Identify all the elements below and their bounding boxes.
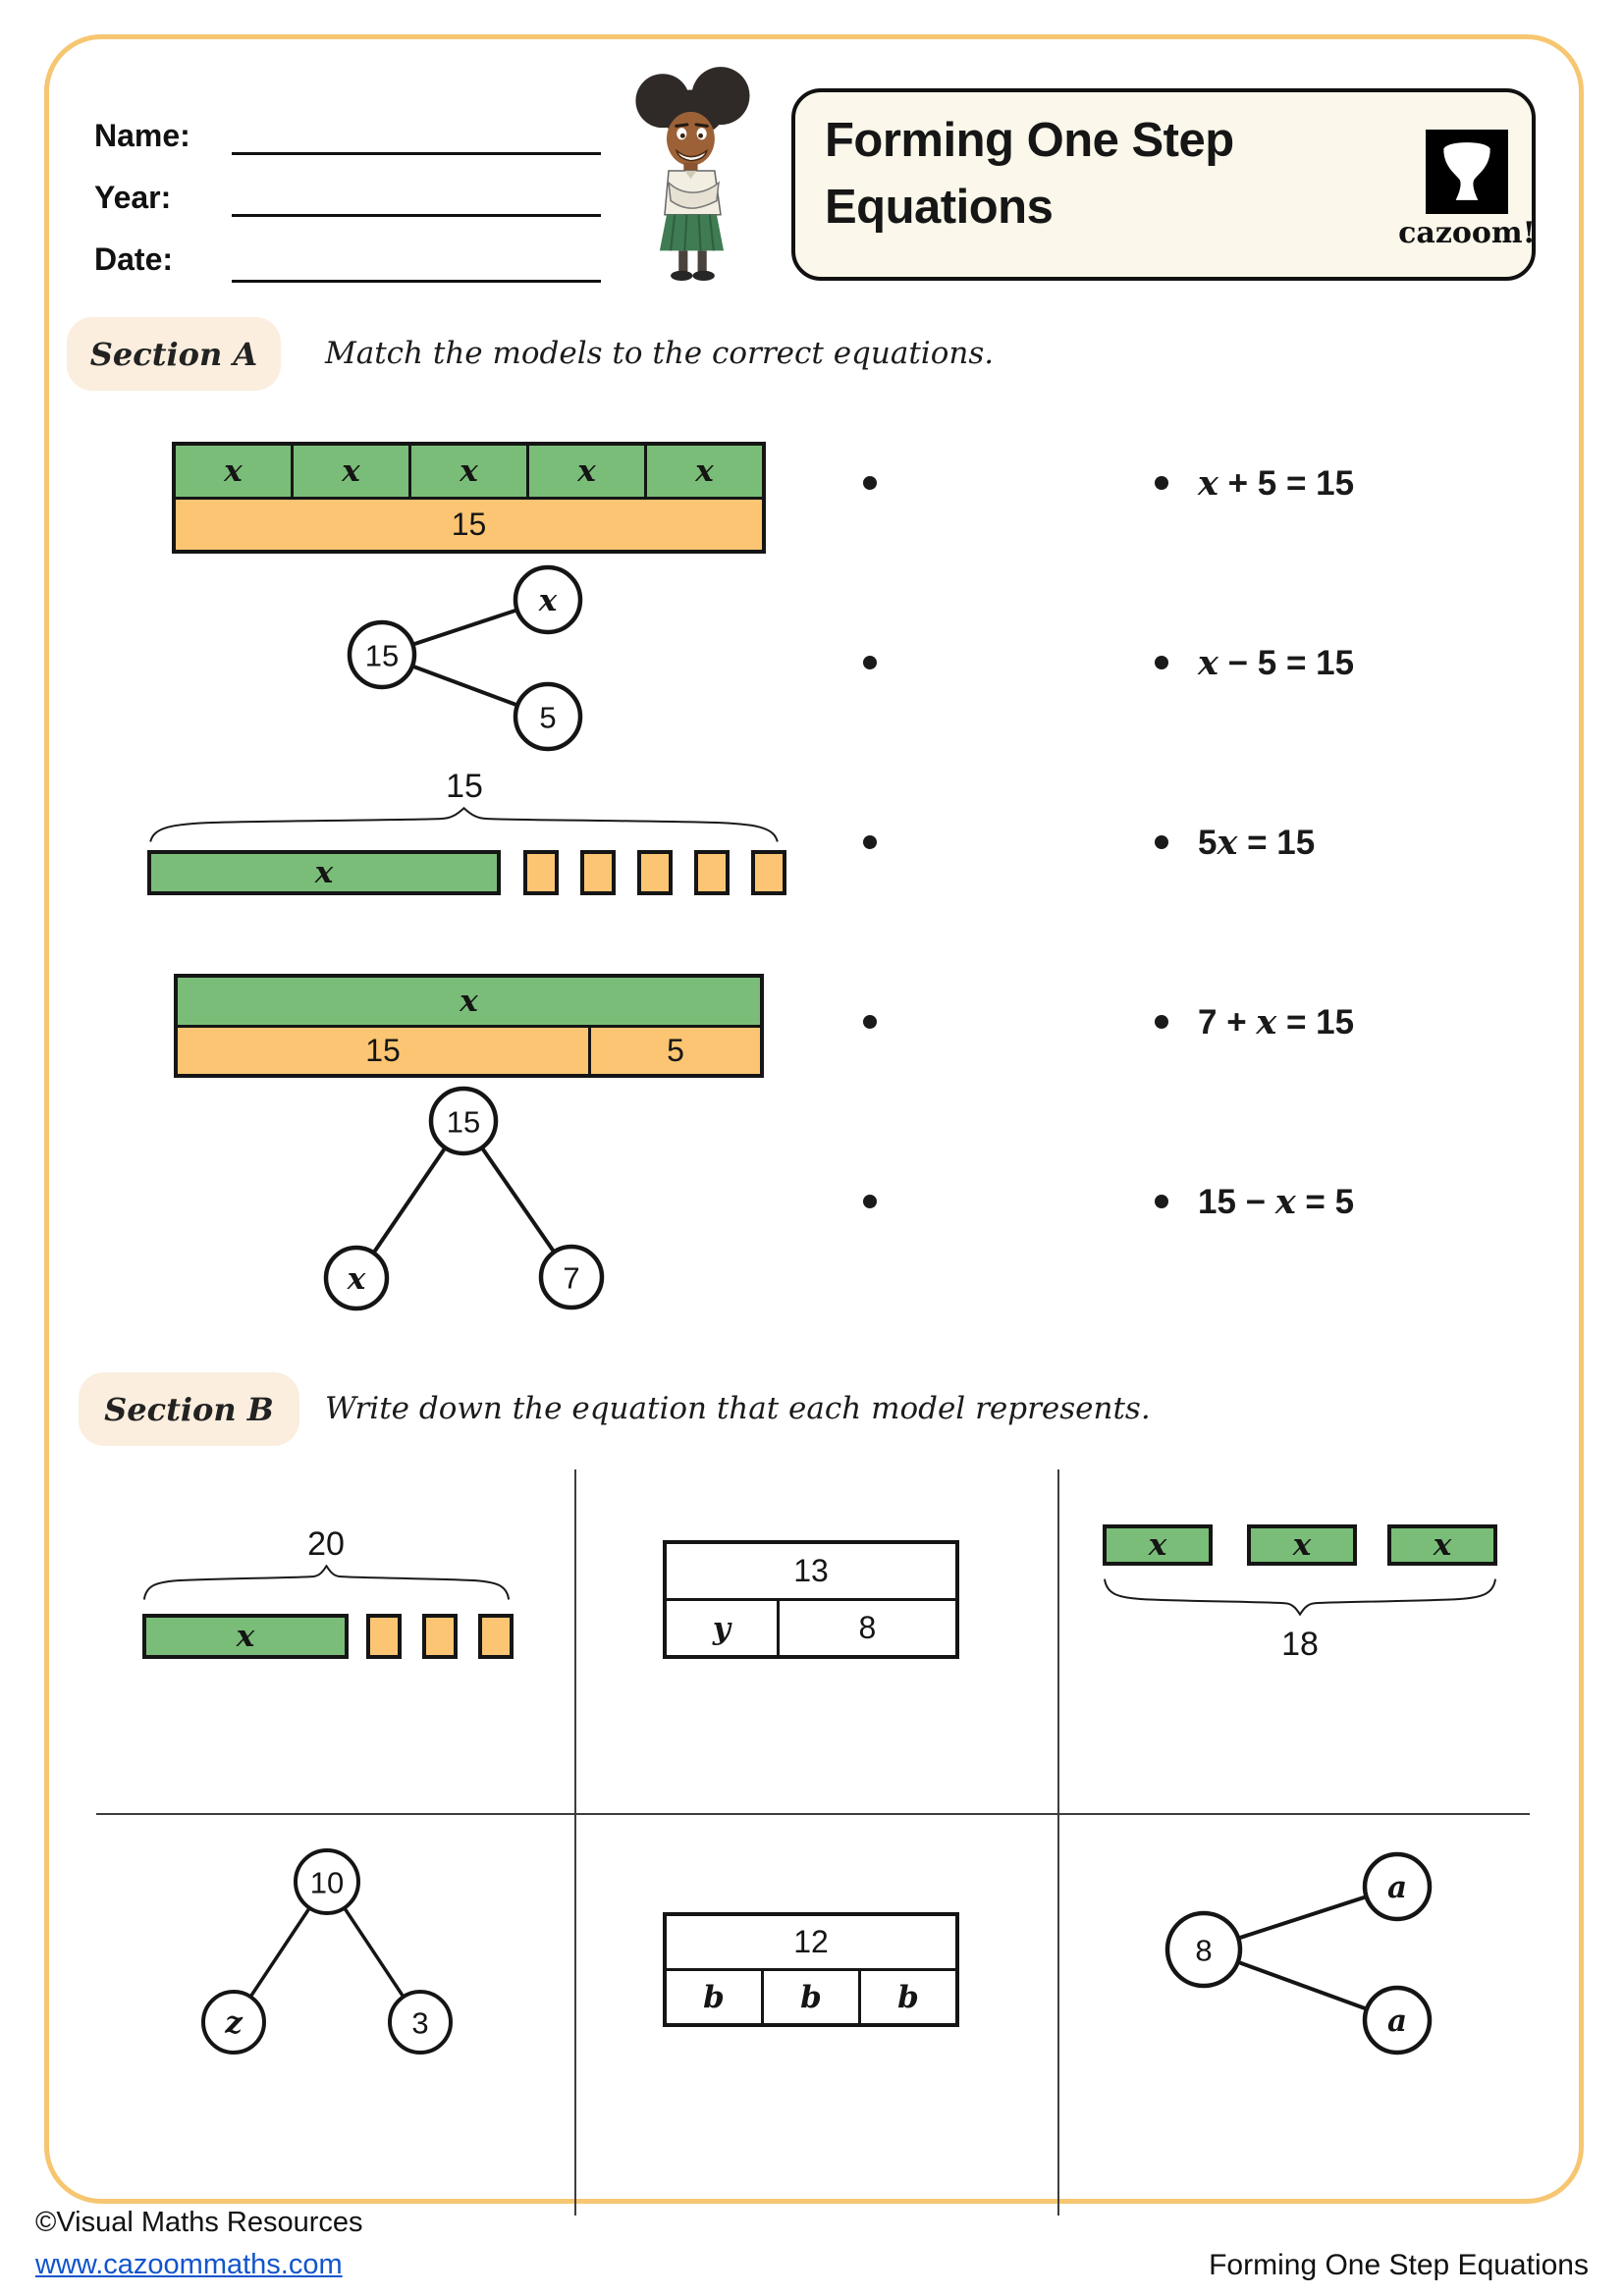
equation-literal: 5 [1198, 823, 1218, 862]
title-line-1: Forming One Step [825, 114, 1234, 167]
model-bar-5x-bottom-row [176, 497, 762, 551]
match-dot-model-3[interactable] [863, 835, 877, 849]
section-b-label: Section B [79, 1372, 299, 1446]
title-box [791, 88, 1536, 281]
part-node: 3 [411, 2005, 429, 2041]
match-dot-equation-2[interactable] [1155, 656, 1168, 669]
equation-text [1198, 823, 1315, 863]
section-b-instruction: Write down the equation that each model represents. [325, 1391, 1151, 1426]
part-cell: 15 [178, 1028, 588, 1075]
match-dot-model-5[interactable] [863, 1195, 877, 1208]
unit-square [580, 850, 616, 895]
x-cell: x [176, 446, 291, 497]
model-tree-15 [295, 1075, 628, 1330]
x-bar [142, 1614, 349, 1659]
part-node: a [1386, 1870, 1408, 1905]
x-box-label: x [1148, 1527, 1167, 1563]
website-link[interactable]: www.cazoommaths.com [35, 2249, 343, 2280]
model-bar-12-bottom-row [667, 1968, 955, 2023]
unit-square [523, 850, 559, 895]
grid-divider-vertical-2 [1057, 1469, 1059, 2216]
x-cell: x [178, 978, 760, 1025]
worksheet-title [825, 108, 1234, 240]
equation-literal: = 15 [1276, 1002, 1355, 1041]
model-bar-5x-top-row [176, 446, 762, 497]
match-dot-model-2[interactable] [863, 656, 877, 669]
equation-variable: x [1198, 462, 1218, 504]
match-dot-model-4[interactable] [863, 1015, 877, 1029]
name-input-line[interactable] [232, 152, 601, 155]
model-network-15 [334, 550, 609, 775]
model-bar-x-top [174, 974, 764, 1078]
part-node: 5 [539, 700, 557, 735]
x-box-label: x [1433, 1527, 1452, 1563]
equation-text [1198, 1182, 1354, 1222]
part-node: x [538, 583, 558, 618]
equation-text [1198, 463, 1354, 504]
equation-row [1155, 457, 1354, 508]
x-cell: x [408, 446, 526, 497]
model-bar-13 [663, 1540, 959, 1659]
cazoom-logo [1388, 130, 1545, 250]
total-cell: 12 [793, 1924, 829, 1959]
title-line-2: Equations [825, 180, 1054, 234]
total-cell: 15 [176, 500, 762, 551]
unit-square [694, 850, 730, 895]
equation-row [1155, 1176, 1354, 1227]
total-cell: 13 [793, 1553, 829, 1588]
model-bar-12 [663, 1912, 959, 2027]
curly-brace-down [1103, 1576, 1497, 1616]
equation-variable: x [1256, 1001, 1277, 1042]
model-bar-12-top-row [667, 1916, 955, 1968]
match-dot-equation-1[interactable] [1155, 476, 1168, 490]
match-dot-model-1[interactable] [863, 476, 877, 490]
var-cell: y [712, 1610, 731, 1646]
x-bar-label: x [236, 1619, 255, 1654]
section-a-label: Section A [67, 317, 281, 391]
footer-doc-title: Forming One Step Equations [1209, 2249, 1589, 2281]
model-bar-13-bottom-row [667, 1598, 955, 1655]
equation-text [1198, 643, 1354, 683]
unit-square [422, 1614, 458, 1659]
grid-divider-horizontal [96, 1813, 1530, 1815]
equation-literal: 15 − [1198, 1182, 1275, 1221]
section-a-instruction: Match the models to the correct equations. [325, 336, 995, 371]
whole-node: 10 [309, 1865, 345, 1900]
match-dot-equation-3[interactable] [1155, 835, 1168, 849]
x-bar [147, 850, 501, 895]
cartoon-girl-icon [626, 63, 762, 283]
x-cell: x [644, 446, 762, 497]
part-node: a [1386, 2003, 1408, 2039]
x-cell: x [291, 446, 408, 497]
equation-variable: x [1217, 822, 1238, 863]
equation-variable: x [1198, 642, 1218, 683]
drum-icon [1426, 130, 1508, 214]
unit-square [637, 850, 673, 895]
date-input-line[interactable] [232, 280, 601, 283]
equation-row [1155, 637, 1354, 688]
brace-total-label: 20 [307, 1525, 345, 1563]
equation-literal: − 5 = 15 [1218, 643, 1355, 682]
brace-total-label: 18 [1281, 1626, 1319, 1663]
model-bar-13-top-row [667, 1544, 955, 1598]
match-dot-equation-5[interactable] [1155, 1195, 1168, 1208]
model-bar-5x [172, 442, 766, 554]
model-bar-x-bottom-row [178, 1025, 760, 1075]
unit-squares [523, 850, 786, 895]
unit-square [751, 850, 786, 895]
model-tree-10 [177, 1836, 471, 2076]
date-label: Date: [94, 241, 174, 277]
equation-literal: 7 + [1198, 1002, 1257, 1041]
x-cell: x [526, 446, 644, 497]
part-cell: 8 [777, 1601, 955, 1655]
part-cell: 5 [588, 1028, 760, 1075]
var-cell: b [858, 1971, 955, 2023]
equation-literal: + 5 = 15 [1218, 463, 1355, 503]
unit-squares [366, 1614, 514, 1659]
whole-node: 8 [1195, 1933, 1213, 1968]
equation-literal: = 5 [1295, 1182, 1355, 1221]
model-network-8 [1144, 1836, 1453, 2076]
year-input-line[interactable] [232, 214, 601, 217]
grid-divider-vertical-1 [574, 1469, 576, 2216]
match-dot-equation-4[interactable] [1155, 1015, 1168, 1029]
name-label: Name: [94, 118, 190, 153]
part-node: 7 [563, 1260, 580, 1296]
equation-row [1155, 817, 1315, 868]
curly-brace-up [142, 1565, 511, 1602]
whole-node: 15 [364, 638, 400, 673]
year-label: Year: [94, 180, 172, 215]
part-node: x [347, 1261, 366, 1297]
equation-text [1198, 1002, 1354, 1042]
x-box [1387, 1524, 1497, 1566]
x-bar-label: x [314, 855, 334, 890]
logo-wordmark: cazoom! [1398, 216, 1536, 250]
copyright-text: ©Visual Maths Resources [35, 2207, 363, 2238]
x-box-label: x [1292, 1527, 1312, 1563]
unit-square [366, 1614, 402, 1659]
equation-literal: = 15 [1237, 823, 1316, 862]
part-node: z [225, 2005, 243, 2041]
brace-total-label: 15 [446, 768, 483, 805]
model-bar-x-top-row [178, 978, 760, 1025]
curly-brace-up [147, 807, 781, 844]
equation-row [1155, 996, 1354, 1047]
x-box [1247, 1524, 1357, 1566]
var-cell: b [761, 1971, 858, 2023]
whole-node: 15 [446, 1104, 481, 1140]
equation-variable: x [1274, 1181, 1296, 1222]
var-cell: b [703, 1979, 725, 2015]
unit-square [478, 1614, 514, 1659]
x-box [1103, 1524, 1213, 1566]
